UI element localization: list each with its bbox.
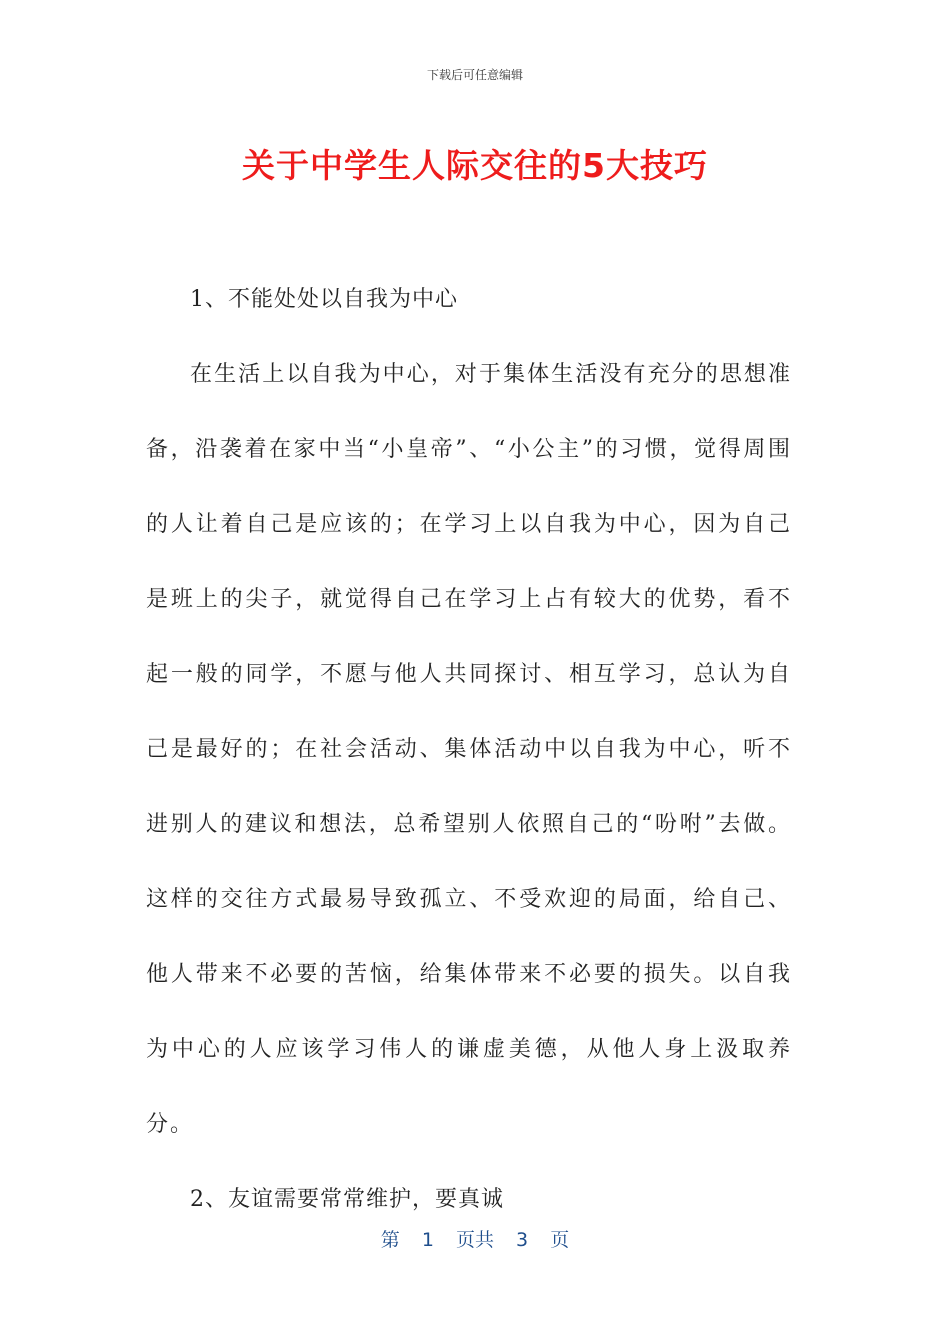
footer-total-pages: 3 — [516, 1229, 529, 1251]
section-paragraph-1: 在生活上以自我为中心，对于集体生活没有充分的思想准备，沿袭着在家中当“小皇帝”、“小公主”的习惯，觉得周围的人让着自己是应该的；在学习上以自我为中心，因为自己是班上的尖子，就觉得自己在学习上占有较大的优势，看不起一般的同学，不愿与他人共同探讨、相互学习，总认为自己是最好的；在社会活动、集体活动中以自我为中心，听不进别人的建议和想法，总希望别人依照自己的“吩咐”去做。这样的交往方式最易导致孤立、不受欢迎的局面，给自己、他人带来不必要的苦恼，给集体带来不必要的损失。以自我为中心的人应该学习伟人的谦虚美德，从他人身上汲取养分。 — [146, 362, 792, 1137]
document-title: 关于中学生人际交往的5大技巧 — [242, 146, 708, 185]
document-body — [146, 262, 792, 1237]
section-heading-1: 1、不能处处以自我为中心 — [190, 287, 458, 312]
page-footer — [0, 1225, 950, 1252]
section-heading-2: 2、友谊需要常常维护，要真诚 — [190, 1187, 504, 1212]
header-note: 下载后可任意编辑 — [426, 68, 523, 82]
footer-suffix: 页 — [550, 1229, 570, 1251]
footer-page-number: 1 — [421, 1229, 434, 1251]
footer-prefix: 第 — [380, 1229, 400, 1251]
footer-middle: 页共 — [455, 1229, 494, 1251]
